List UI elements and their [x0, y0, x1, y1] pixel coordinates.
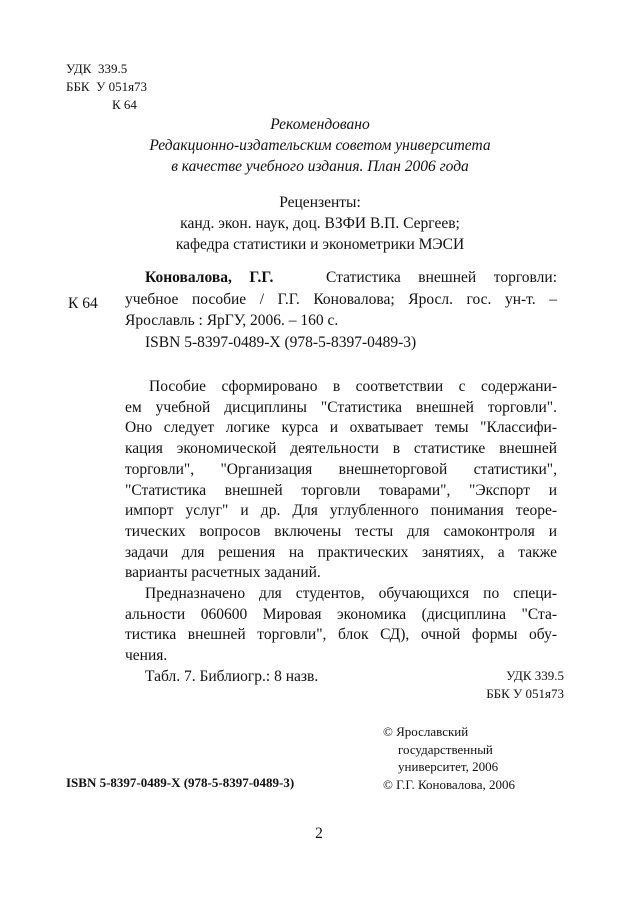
udc-label: УДК — [66, 61, 92, 76]
annotation — [125, 377, 557, 688]
bibliographic-author-code: К 64 — [68, 295, 98, 312]
copyright-block — [383, 723, 515, 793]
title-start: Статистика внешней торговли: — [326, 269, 557, 286]
annotation-line: кация экономической деятельности в статистике внешней — [125, 440, 557, 458]
reviewer-line: кафедра статистики и эконометрики МЭСИ — [175, 236, 465, 253]
annotation-line: Предназначено для студентов, обучающихся по специ- — [145, 585, 557, 603]
isbn-bottom: ISBN 5-8397-0489-X (978-5-8397-0489-3) — [66, 775, 295, 790]
bibliographic-record — [125, 267, 557, 353]
annotation-line: ем учебной дисциплины "Статистика внешней торговли". — [125, 398, 557, 416]
classification-codes-top — [66, 60, 147, 114]
annotation-line: Пособие сформировано в соответствии с содержани- — [149, 378, 557, 395]
bibliographic-line: учебное пособие / Г.Г. Коновалова; Яросл. гос. ун-т. – — [125, 290, 557, 308]
udc-bottom: УДК 339.5 — [506, 668, 564, 683]
recommendation-line: Редакционно-издательским советом университета — [149, 137, 491, 154]
reviewer-line: канд. экон. наук, доц. ВЗФИ В.П. Сергеев; — [180, 215, 460, 232]
page-number: 2 — [315, 825, 323, 842]
reviewers-block — [110, 192, 530, 255]
bbk-value: У 051я73 — [96, 79, 148, 94]
bibliographic-line — [125, 267, 557, 289]
bbk-line — [66, 78, 147, 96]
isbn-line: ISBN 5-8397-0489-X (978-5-8397-0489-3) — [145, 333, 417, 351]
copyright-university-line: университет, 2006 — [398, 759, 499, 774]
bbk-bottom: ББК У 051я73 — [486, 686, 564, 701]
annotation-line: тистика внешней торговли", блок СД), очной формы обу- — [125, 626, 557, 644]
annotation-line: торговли", "Организация внешнеторговой статистики", — [125, 460, 557, 478]
recommendation-line: в качестве учебного издания. План 2006 года — [171, 158, 469, 175]
annotation-line: чения. — [125, 647, 168, 665]
annotation-line: тических вопросов включены тесты для самоконтроля и — [125, 522, 557, 540]
annotation-line: "Статистика внешней торговли товарами", "Экспорт и — [125, 481, 557, 499]
bbk-label: ББК — [66, 79, 90, 94]
recommendation-block — [110, 114, 530, 177]
copyright-university-line: © Ярославский — [383, 724, 469, 739]
recommendation-line: Рекомендовано — [270, 116, 370, 133]
annotation-line: задачи для решения на практических занятиях, а также — [125, 543, 557, 561]
bibliographic-line: Ярославль : ЯрГУ, 2006. – 160 с. — [125, 312, 339, 329]
reviewers-heading: Рецензенты: — [279, 194, 361, 211]
author-name: Коновалова, Г.Г. — [145, 269, 274, 286]
tables-bibliography-line: Табл. 7. Библиогр.: 8 назв. — [145, 667, 319, 685]
udc-line — [66, 60, 147, 78]
annotation-line: альности 060600 Мировая экономика (дисциплина "Ста- — [125, 605, 557, 623]
classification-codes-bottom — [486, 667, 564, 703]
author-mark: К 64 — [112, 97, 137, 112]
copyright-author-line: © Г.Г. Коновалова, 2006 — [383, 776, 516, 792]
udc-value: 339.5 — [97, 61, 128, 76]
annotation-line: варианты расчетных заданий. — [125, 564, 321, 582]
copyright-university-line: государственный — [398, 741, 493, 757]
annotation-line: Оно следует логике курса и охватывает темы "Классифи- — [125, 419, 557, 437]
annotation-line: импорт услуг" и др. Для углубленного понимания теоре- — [125, 502, 557, 520]
